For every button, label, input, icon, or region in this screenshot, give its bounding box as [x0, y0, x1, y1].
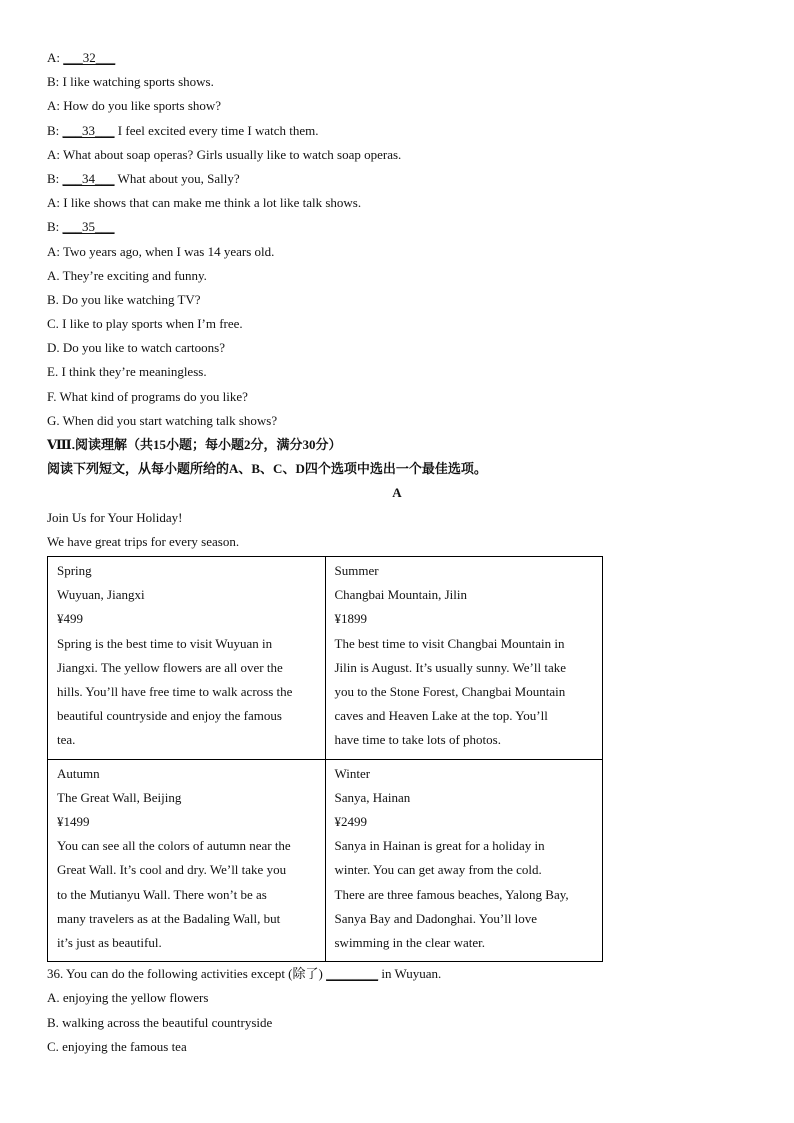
dialogue-line	[47, 143, 747, 167]
trip-season: Summer	[334, 562, 379, 578]
trip-desc-line: Great Wall. It’s cool and dry. We’ll take you	[57, 862, 287, 878]
speaker: B:	[47, 74, 60, 90]
ad-subtitle: We have great trips for every season.	[47, 533, 240, 549]
trip-desc-line: Jiangxi. The yellow flowers are all over the	[57, 659, 283, 675]
trip-desc-line: Sanya in Hainan is great for a holiday in	[334, 838, 545, 854]
question-stem-post: in Wuyuan.	[378, 966, 442, 982]
dialogue-line	[47, 94, 747, 118]
trip-price: ¥1499	[57, 813, 90, 829]
trip-cell-winter	[325, 759, 603, 962]
document-page	[47, 46, 747, 1059]
speaker: B:	[47, 219, 60, 235]
dialogue-line	[47, 240, 747, 264]
trip-desc-line: you to the Stone Forest, Changbai Mountain	[334, 683, 566, 699]
trip-season: Winter	[334, 765, 371, 781]
option-item: E. I think they’re meaningless.	[47, 364, 207, 380]
dialogue-line	[47, 167, 747, 191]
trip-cell-autumn	[48, 759, 326, 962]
speaker: A:	[47, 243, 60, 259]
option-item: B. Do you like watching TV?	[47, 291, 201, 307]
dialogue-line	[47, 46, 747, 70]
trip-desc-line: Sanya Bay and Dadonghai. You’ll love	[334, 910, 538, 926]
trip-price: ¥1899	[334, 611, 367, 627]
trip-desc-line: caves and Heaven Lake at the top. You’ll	[334, 708, 548, 724]
question-stem-pre: 36. You can do the following activities except (除了)	[47, 966, 327, 982]
trip-desc-line: tea.	[57, 732, 76, 748]
option-item: A. They’re exciting and funny.	[47, 267, 207, 283]
option-item: D. Do you like to watch cartoons?	[47, 340, 225, 356]
trip-desc-line: There are three famous beaches, Yalong Bay,	[334, 886, 569, 902]
trip-desc-line: Spring is the best time to visit Wuyuan in	[57, 635, 273, 651]
speaker: B:	[47, 170, 60, 186]
dialogue-text: Two years ago, when I was 14 years old.	[63, 243, 275, 259]
dialogue-text: What about soap operas? Girls usually like to watch soap operas.	[63, 146, 402, 162]
dialogue-text: I like shows that can make me think a lot like talk shows.	[63, 195, 362, 211]
trip-desc-line: many travelers as at the Badaling Wall, but	[57, 910, 281, 926]
dialogue-line	[47, 191, 747, 215]
option-item: C. I like to play sports when I’m free.	[47, 316, 243, 332]
answer-blank: ________	[326, 966, 379, 982]
blank: ___35___	[62, 219, 115, 235]
speaker: A:	[47, 98, 60, 114]
trip-desc-line: The best time to visit Changbai Mountain in	[334, 635, 565, 651]
trip-desc-line: swimming in the clear water.	[334, 934, 486, 950]
trip-season: Autumn	[57, 765, 100, 781]
option-item: F. What kind of programs do you like?	[47, 388, 248, 404]
trips-table	[47, 556, 603, 962]
trip-cell-spring	[48, 556, 326, 759]
blank: ___32___	[63, 50, 116, 65]
trip-place: The Great Wall, Beijing	[57, 789, 182, 805]
trip-price: ¥499	[57, 611, 83, 627]
answer-options	[47, 264, 747, 433]
trip-desc-line: winter. You can get away from the cold.	[334, 862, 542, 878]
trip-place: Wuyuan, Jiangxi	[57, 587, 145, 603]
speaker: A:	[47, 50, 60, 65]
trip-place: Sanya, Hainan	[334, 789, 411, 805]
dialogue-text: What about you, Sally?	[114, 170, 240, 186]
trip-desc-line: have time to take lots of photos.	[334, 732, 501, 748]
option-item: G. When did you start watching talk shows?	[47, 412, 278, 428]
dialogue	[47, 46, 747, 264]
trip-price: ¥2499	[334, 813, 367, 829]
dialogue-text: How do you like sports show?	[63, 98, 222, 114]
blank: ___33___	[62, 122, 115, 138]
trip-desc-line: hills. You’ll have free time to walk across the	[57, 683, 293, 699]
trip-desc-line: Jilin is August. It’s usually sunny. We’ll take	[334, 659, 567, 675]
section-heading: Ⅷ.阅读理解（共15小题；每小题2分，满分30分）	[47, 437, 342, 452]
trip-desc-line: You can see all the colors of autumn near the	[57, 838, 291, 854]
trip-cell-summer	[325, 556, 603, 759]
speaker: B:	[47, 122, 60, 138]
trip-desc-line: it’s just as beautiful.	[57, 934, 162, 950]
question-stem	[47, 962, 747, 986]
passage-label: A	[392, 485, 402, 501]
speaker: A:	[47, 195, 60, 211]
section-instruction: 阅读下列短文，从每小题所给的A、B、C、D四个选项中选出一个最佳选项。	[47, 461, 487, 477]
dialogue-line	[47, 215, 747, 239]
ad-title: Join Us for Your Holiday!	[47, 509, 183, 525]
trip-season: Spring	[57, 562, 92, 578]
dialogue-line	[47, 70, 747, 94]
dialogue-text: I like watching sports shows.	[62, 74, 214, 90]
trip-place: Changbai Mountain, Jilin	[334, 587, 468, 603]
blank: ___34___	[62, 170, 115, 186]
question-choice: B. walking across the beautiful countryside	[47, 1014, 273, 1030]
trip-desc-line: beautiful countryside and enjoy the famous	[57, 708, 282, 724]
question-choice: C. enjoying the famous tea	[47, 1038, 187, 1054]
speaker: A:	[47, 146, 60, 162]
dialogue-text: I feel excited every time I watch them.	[114, 122, 319, 138]
question-36	[47, 962, 747, 1059]
dialogue-line	[47, 119, 747, 143]
trip-desc-line: to the Mutianyu Wall. There won’t be as	[57, 886, 267, 902]
question-choice: A. enjoying the yellow flowers	[47, 990, 209, 1006]
